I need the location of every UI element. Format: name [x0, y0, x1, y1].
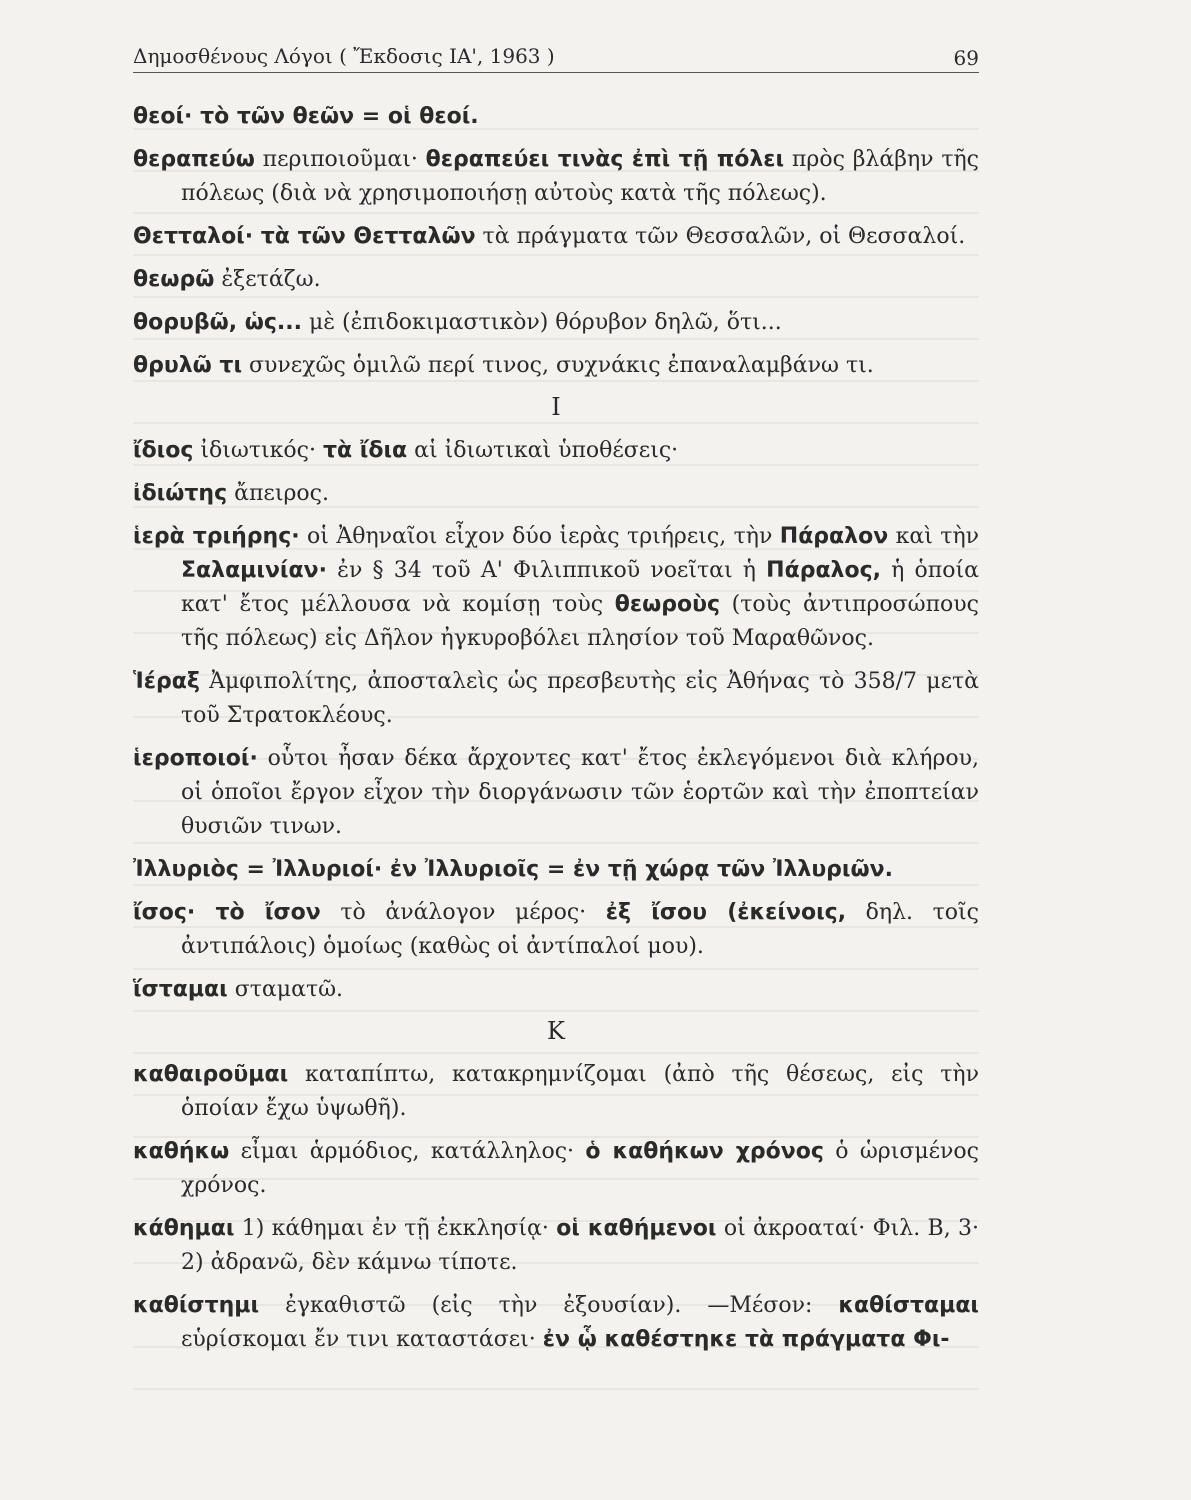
entry-definition: δηλ. τοῖς ἀντιπάλοις) ὁμοίως (καθὼς οἱ ἀντίπαλοί μου).: [181, 900, 979, 959]
entry-definition: σταματῶ.: [227, 977, 344, 1002]
entry-phrase: οἱ καθήμενοι: [556, 1216, 717, 1241]
entry-definition: εὑρίσκομαι ἔν τινι καταστάσει·: [181, 1327, 543, 1352]
entry-headword: θεωρῶ: [133, 267, 215, 292]
entry-phrase: Σαλαμινίαν·: [181, 558, 327, 583]
entry-definition: συνεχῶς ὁμιλῶ περί τινος, συχνάκις ἐπαναλαμβάνω τι.: [242, 353, 874, 378]
glossary-entry: [133, 263, 979, 297]
entry-definition: ἡ ὁποία κατ' ἔτος μέλλουσα νὰ κομίσῃ τοὺς: [181, 558, 979, 617]
glossary-entry: [133, 520, 979, 656]
entry-headword: θρυλῶ τι: [133, 353, 243, 378]
glossary-entry: [133, 853, 979, 887]
entry-phrase: θεωροὺς: [614, 592, 720, 617]
entry-definition: οἱ ἀκροαταί· Φιλ. Β, 3· 2) ἀδρανῶ, δὲν κάμνω τίποτε.: [181, 1216, 980, 1275]
entry-headword: ἴδιος: [133, 438, 194, 463]
glossary-entry: [133, 665, 979, 733]
entry-definition: καὶ τὴν: [888, 524, 980, 549]
entry-definition: εἶμαι ἁρμόδιος, κατάλληλος·: [229, 1139, 586, 1164]
glossary-entry: [133, 100, 979, 134]
entry-headword: ἵσταμαι: [133, 977, 228, 1002]
entry-headword: θεραπεύω: [133, 147, 255, 172]
entry-headword: Ἰλλυριὸς = Ἰλλυριοί· ἐν Ἰλλυριοῖς = ἐν τῇ χώρᾳ τῶν Ἰλλυριῶν.: [133, 857, 893, 882]
entry-definition: αἱ ἰδιωτικαὶ ὑποθέσεις·: [407, 438, 679, 463]
entry-headword: θορυβῶ, ὡς...: [133, 310, 302, 335]
entry-headword: κάθημαι: [133, 1216, 235, 1241]
entry-headword: Θετταλοί· τὰ τῶν Θετταλῶν: [133, 224, 476, 249]
glossary-entry: [133, 1058, 979, 1126]
glossary-entry: [133, 349, 979, 383]
entry-definition: 1) κάθημαι ἐν τῇ ἐκκλησίᾳ·: [234, 1216, 557, 1241]
entry-phrase: ἐξ ἴσου (ἐκείνοις,: [605, 900, 847, 925]
entry-definition: ἐξετάζω.: [214, 267, 321, 292]
glossary-entry: [133, 220, 979, 254]
entry-headword: ἱεροποιοί·: [133, 746, 258, 771]
entry-headword: καθαιροῦμαι: [133, 1062, 289, 1087]
glossary-entry: [133, 973, 979, 1007]
glossary-entry: [133, 306, 979, 340]
entry-definition: ἐν § 34 τοῦ Α' Φιλιππικοῦ νοεῖται ἡ: [326, 558, 767, 583]
entry-definition: περιποιοῦμαι·: [254, 147, 426, 172]
entry-definition: οἱ Ἀθηναῖοι εἶχον δύο ἱερὰς τριήρεις, τὴν: [299, 524, 780, 549]
entry-definition: ἰδιωτικός·: [193, 438, 323, 463]
page-number: 69: [953, 46, 979, 70]
glossary-entry: [133, 1289, 979, 1357]
entry-phrase: θεραπεύει τινὰς ἐπὶ τῇ πόλει: [425, 147, 785, 172]
glossary-entry: [133, 1135, 979, 1203]
entry-phrase: Πάραλον: [779, 524, 889, 549]
entry-headword: ἱερὰ τριήρης·: [133, 524, 300, 549]
entry-definition: μὲ (ἐπιδοκιμαστικὸν) θόρυβον δηλῶ, ὅτι...: [301, 310, 782, 335]
entry-headword: καθήκω: [133, 1139, 230, 1164]
glossary-entry: [133, 742, 979, 844]
entry-headword: ἴσος· τὸ ἴσον: [133, 900, 321, 925]
entry-definition: καταπίπτω, κατακρημνίζομαι (ἀπὸ τῆς θέσεως, εἰς τὴν ὁποίαν ἔχω ὑψωθῆ).: [181, 1062, 979, 1121]
entry-headword: καθίστημι: [133, 1293, 260, 1318]
entry-phrase: Πάραλος,: [766, 558, 881, 583]
entry-definition: πρὸς βλάβην τῆς πόλεως (διὰ νὰ χρησιμοποιήσῃ αὐτοὺς κατὰ τῆς πόλεως).: [181, 147, 980, 206]
glossary-entry: [133, 896, 979, 964]
entry-headword: Ἱέραξ: [133, 669, 200, 694]
entry-phrase: ὁ καθήκων χρόνος: [585, 1139, 824, 1164]
entry-definition: ἐγκαθιστῶ (εἰς τὴν ἐξουσίαν). —Μέσον:: [259, 1293, 839, 1318]
entry-headword: ἰδιώτης: [133, 481, 228, 506]
entry-definition: Ἀμφιπολίτης, ἀποσταλεὶς ὡς πρεσβευτὴς εἰς Ἀθήνας τὸ 358/7 μετὰ τοῦ Στρατοκλέους.: [181, 669, 979, 728]
glossary-entry: [133, 143, 979, 211]
entry-definition: ἄπειρος.: [227, 481, 329, 506]
entry-phrase: καθίσταμαι: [838, 1293, 979, 1318]
header-title: Δημοσθένους Λόγοι ( Ἔκδοσις ΙΑ', 1963 ): [133, 44, 555, 68]
entry-phrase: τὰ ἴδια: [322, 438, 408, 463]
running-header: [133, 40, 979, 73]
section-letter-kappa: Κ: [547, 1017, 565, 1045]
entry-definition: (τοὺς ἀντιπροσώπους τῆς πόλεως) εἰς Δῆλον ἠγκυροβόλει πλησίον τοῦ Μαραθῶνος.: [181, 592, 979, 651]
glossary-entry: [133, 434, 979, 468]
entry-definition: τὸ ἀνάλογον μέρος·: [320, 900, 606, 925]
entry-definition: τὰ πράγματα τῶν Θεσσαλῶν, οἱ Θεσσαλοί.: [475, 224, 966, 249]
section-letter-iota: Ι: [551, 393, 561, 421]
entry-definition: ὁ ὡρισμένος χρόνος.: [181, 1139, 979, 1198]
entry-definition: οὗτοι ἦσαν δέκα ἄρχοντες κατ' ἔτος ἐκλεγόμενοι διὰ κλήρου, οἱ ὁποῖοι ἔργον εἶχον τὴν διοργάνωσιν τῶν ἑορτῶν καὶ τὴν ἐποπτείαν θυσιῶν τινων.: [181, 746, 979, 839]
glossary-entry: [133, 477, 979, 511]
entry-headword: θεοί· τὸ τῶν θεῶν = οἱ θεοί.: [133, 104, 479, 129]
glossary-entry: [133, 1212, 979, 1280]
entry-phrase: ἐν ᾧ καθέστηκε τὰ πράγματα Φι-: [542, 1327, 950, 1352]
glossary-body: [133, 100, 979, 1366]
